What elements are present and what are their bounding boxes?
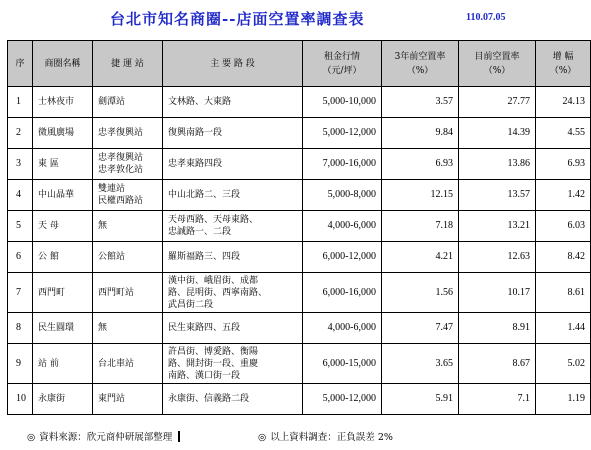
row-station: 無 bbox=[93, 211, 163, 242]
row-change: 8.61 bbox=[536, 273, 591, 313]
row-no: 8 bbox=[8, 313, 33, 344]
row-rate-now: 13.86 bbox=[459, 149, 536, 180]
row-name: 民生圓環 bbox=[33, 313, 93, 344]
row-rate-3y: 6.93 bbox=[382, 149, 459, 180]
footer-source-text: 資料來源：欣元商仲研展部整理 bbox=[39, 432, 173, 443]
row-station: 劍潭站 bbox=[93, 87, 163, 118]
row-rate-3y: 12.15 bbox=[382, 180, 459, 211]
row-roads: 羅斯福路三、四段 bbox=[163, 242, 303, 273]
row-rate-now: 13.21 bbox=[459, 211, 536, 242]
footer-note-text: 以上資料調查：正負誤差 2% bbox=[270, 432, 393, 443]
row-no: 7 bbox=[8, 273, 33, 313]
row-rate-3y: 7.18 bbox=[382, 211, 459, 242]
row-station: 公館站 bbox=[93, 242, 163, 273]
row-rent: 4,000-6,000 bbox=[303, 211, 382, 242]
row-change: 4.55 bbox=[536, 118, 591, 149]
row-rate-now: 14.39 bbox=[459, 118, 536, 149]
table-row bbox=[8, 211, 591, 242]
row-rate-now: 8.91 bbox=[459, 313, 536, 344]
row-name: 站 前 bbox=[33, 344, 93, 384]
table-row bbox=[8, 273, 591, 313]
row-rate-3y: 3.65 bbox=[382, 344, 459, 384]
row-name: 士林夜市 bbox=[33, 87, 93, 118]
table-row bbox=[8, 242, 591, 273]
row-change: 8.42 bbox=[536, 242, 591, 273]
row-station: 忠孝復興站 bbox=[93, 118, 163, 149]
row-station: 西門町站 bbox=[93, 273, 163, 313]
divider bbox=[178, 431, 180, 442]
row-change: 1.42 bbox=[536, 180, 591, 211]
row-no: 9 bbox=[8, 344, 33, 384]
row-change: 5.02 bbox=[536, 344, 591, 384]
row-no: 2 bbox=[8, 118, 33, 149]
table-row bbox=[8, 384, 591, 415]
row-change: 6.03 bbox=[536, 211, 591, 242]
vacancy-table bbox=[7, 40, 591, 415]
row-change: 6.93 bbox=[536, 149, 591, 180]
row-rent: 5,000-10,000 bbox=[303, 87, 382, 118]
row-rate-3y: 5.91 bbox=[382, 384, 459, 415]
row-roads: 忠孝東路四段 bbox=[163, 149, 303, 180]
row-roads: 復興南路一段 bbox=[163, 118, 303, 149]
row-rate-now: 13.57 bbox=[459, 180, 536, 211]
table-row bbox=[8, 180, 591, 211]
row-station: 無 bbox=[93, 313, 163, 344]
row-name: 西門町 bbox=[33, 273, 93, 313]
row-station: 忠孝復興站 忠孝敦化站 bbox=[93, 149, 163, 180]
table-header-row bbox=[8, 41, 591, 87]
footer-note bbox=[258, 429, 393, 443]
row-rate-3y: 4.21 bbox=[382, 242, 459, 273]
row-no: 3 bbox=[8, 149, 33, 180]
header-roads: 主 要 路 段 bbox=[163, 41, 303, 87]
row-roads: 漢中街、峨眉街、成都 路、昆明街、西寧南路、 武昌街二段 bbox=[163, 273, 303, 313]
bullet-icon: ◎ bbox=[258, 432, 267, 443]
row-rent: 5,000-12,000 bbox=[303, 384, 382, 415]
row-roads: 許昌街、博愛路、衡陽 路、開封街一段、重慶 南路、漢口街一段 bbox=[163, 344, 303, 384]
row-rent: 7,000-16,000 bbox=[303, 149, 382, 180]
row-name: 天 母 bbox=[33, 211, 93, 242]
row-rate-now: 8.67 bbox=[459, 344, 536, 384]
footer-source bbox=[27, 429, 180, 443]
row-rate-3y: 3.57 bbox=[382, 87, 459, 118]
row-rate-now: 7.1 bbox=[459, 384, 536, 415]
row-no: 1 bbox=[8, 87, 33, 118]
header-change: 增 幅 （%） bbox=[536, 41, 591, 87]
row-roads: 民生東路四、五段 bbox=[163, 313, 303, 344]
row-name: 中山晶華 bbox=[33, 180, 93, 211]
table-row bbox=[8, 344, 591, 384]
row-rate-now: 10.17 bbox=[459, 273, 536, 313]
row-rent: 4,000-6,000 bbox=[303, 313, 382, 344]
row-rent: 6,000-16,000 bbox=[303, 273, 382, 313]
header-station: 捷 運 站 bbox=[93, 41, 163, 87]
row-no: 10 bbox=[8, 384, 33, 415]
row-roads: 文林路、大東路 bbox=[163, 87, 303, 118]
table-row bbox=[8, 118, 591, 149]
row-no: 5 bbox=[8, 211, 33, 242]
row-station: 雙連站 民權西路站 bbox=[93, 180, 163, 211]
header-name: 商圈名稱 bbox=[33, 41, 93, 87]
row-roads: 天母西路、天母東路、 忠誠路一、二段 bbox=[163, 211, 303, 242]
header-no: 序 bbox=[8, 41, 33, 87]
table-row bbox=[8, 313, 591, 344]
row-name: 微風廣場 bbox=[33, 118, 93, 149]
document-title: 台北市知名商圈--店面空置率調查表 bbox=[110, 10, 365, 28]
table-row bbox=[8, 149, 591, 180]
row-rent: 5,000-8,000 bbox=[303, 180, 382, 211]
row-rate-now: 12.63 bbox=[459, 242, 536, 273]
row-name: 公 館 bbox=[33, 242, 93, 273]
row-rate-3y: 1.56 bbox=[382, 273, 459, 313]
row-name: 東 區 bbox=[33, 149, 93, 180]
row-rent: 5,000-12,000 bbox=[303, 118, 382, 149]
header-rate-now: 目前空置率 （%） bbox=[459, 41, 536, 87]
row-rent: 6,000-12,000 bbox=[303, 242, 382, 273]
row-change: 1.19 bbox=[536, 384, 591, 415]
row-station: 台北車站 bbox=[93, 344, 163, 384]
row-rate-3y: 9.84 bbox=[382, 118, 459, 149]
row-no: 6 bbox=[8, 242, 33, 273]
row-rate-3y: 7.47 bbox=[382, 313, 459, 344]
row-change: 24.13 bbox=[536, 87, 591, 118]
row-change: 1.44 bbox=[536, 313, 591, 344]
row-no: 4 bbox=[8, 180, 33, 211]
row-roads: 永康街、信義路二段 bbox=[163, 384, 303, 415]
row-rent: 6,000-15,000 bbox=[303, 344, 382, 384]
table-row bbox=[8, 87, 591, 118]
bullet-icon: ◎ bbox=[27, 432, 36, 443]
row-rate-now: 27.77 bbox=[459, 87, 536, 118]
row-roads: 中山北路二、三段 bbox=[163, 180, 303, 211]
header-rent: 租金行情 （元/坪） bbox=[303, 41, 382, 87]
row-station: 東門站 bbox=[93, 384, 163, 415]
row-name: 永康街 bbox=[33, 384, 93, 415]
document-date: 110.07.05 bbox=[466, 12, 506, 23]
header-rate-3y: 3年前空置率 （%） bbox=[382, 41, 459, 87]
